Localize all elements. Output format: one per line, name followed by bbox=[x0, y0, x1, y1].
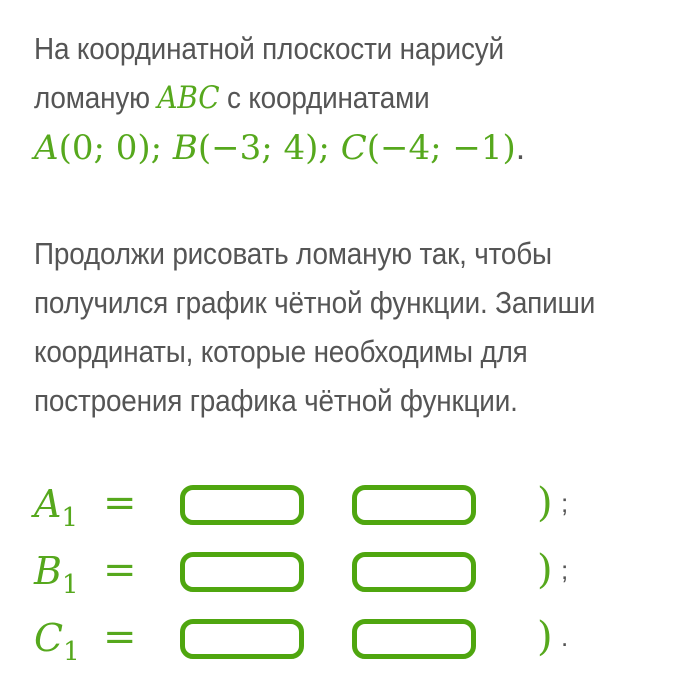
answer-row-a1 bbox=[34, 478, 654, 538]
row-end-punct: ; bbox=[561, 555, 569, 585]
answer-label: $C_1$ bbox=[34, 616, 80, 667]
b1-x-input-box[interactable] bbox=[180, 552, 304, 592]
close-paren: ) bbox=[537, 547, 553, 593]
task-text: с координатами bbox=[219, 80, 430, 115]
task-text: ломаную bbox=[34, 80, 158, 115]
point-a-name: A bbox=[34, 128, 59, 168]
b1-x-input[interactable] bbox=[185, 557, 303, 589]
task-paragraph-1 bbox=[34, 24, 619, 123]
answer-label: $A_1$ bbox=[34, 482, 78, 533]
sentence-end: . bbox=[515, 129, 526, 167]
point-b-coords: (−3; 4); bbox=[197, 128, 330, 168]
b1-y-input[interactable] bbox=[357, 557, 475, 589]
answer-row-c1 bbox=[34, 612, 654, 672]
polyline-name: ABC bbox=[157, 80, 220, 116]
task-line: Продолжи рисовать ломаную так, чтобы bbox=[34, 236, 552, 271]
task-line: построения графика чётной функции. bbox=[34, 383, 518, 418]
a1-y-input[interactable] bbox=[357, 490, 475, 522]
c1-y-input[interactable] bbox=[357, 624, 475, 656]
a1-x-input[interactable] bbox=[185, 490, 303, 522]
point-a-coords: (0; 0); bbox=[58, 128, 163, 168]
close-paren: ) bbox=[537, 614, 553, 660]
answer-label: $B_1$ bbox=[34, 549, 79, 600]
point-b-name: B bbox=[172, 128, 198, 168]
a1-y-input-box[interactable] bbox=[352, 485, 476, 525]
a1-x-input-box[interactable] bbox=[180, 485, 304, 525]
answer-row-b1 bbox=[34, 545, 654, 605]
b1-y-input-box[interactable] bbox=[352, 552, 476, 592]
row-end-punct: . bbox=[561, 622, 569, 652]
points-coordinates bbox=[34, 122, 525, 174]
c1-x-input[interactable] bbox=[185, 624, 303, 656]
equals-sign: = bbox=[103, 547, 137, 593]
task-line: координаты, которые необходимы для bbox=[34, 334, 528, 369]
task-line bbox=[34, 73, 619, 123]
task-line: На координатной плоскости нарисуй bbox=[34, 31, 504, 66]
close-paren: ) bbox=[537, 480, 553, 526]
point-c-coords: (−4; −1) bbox=[366, 128, 516, 168]
task-line: получился график чётной функции. Запиши bbox=[34, 285, 596, 320]
task-paragraph-2 bbox=[34, 229, 619, 425]
c1-x-input-box[interactable] bbox=[180, 619, 304, 659]
equals-sign: = bbox=[103, 614, 137, 660]
row-end-punct: ; bbox=[561, 488, 569, 518]
point-c-name: C bbox=[340, 128, 367, 168]
equals-sign: = bbox=[103, 480, 137, 526]
c1-y-input-box[interactable] bbox=[352, 619, 476, 659]
